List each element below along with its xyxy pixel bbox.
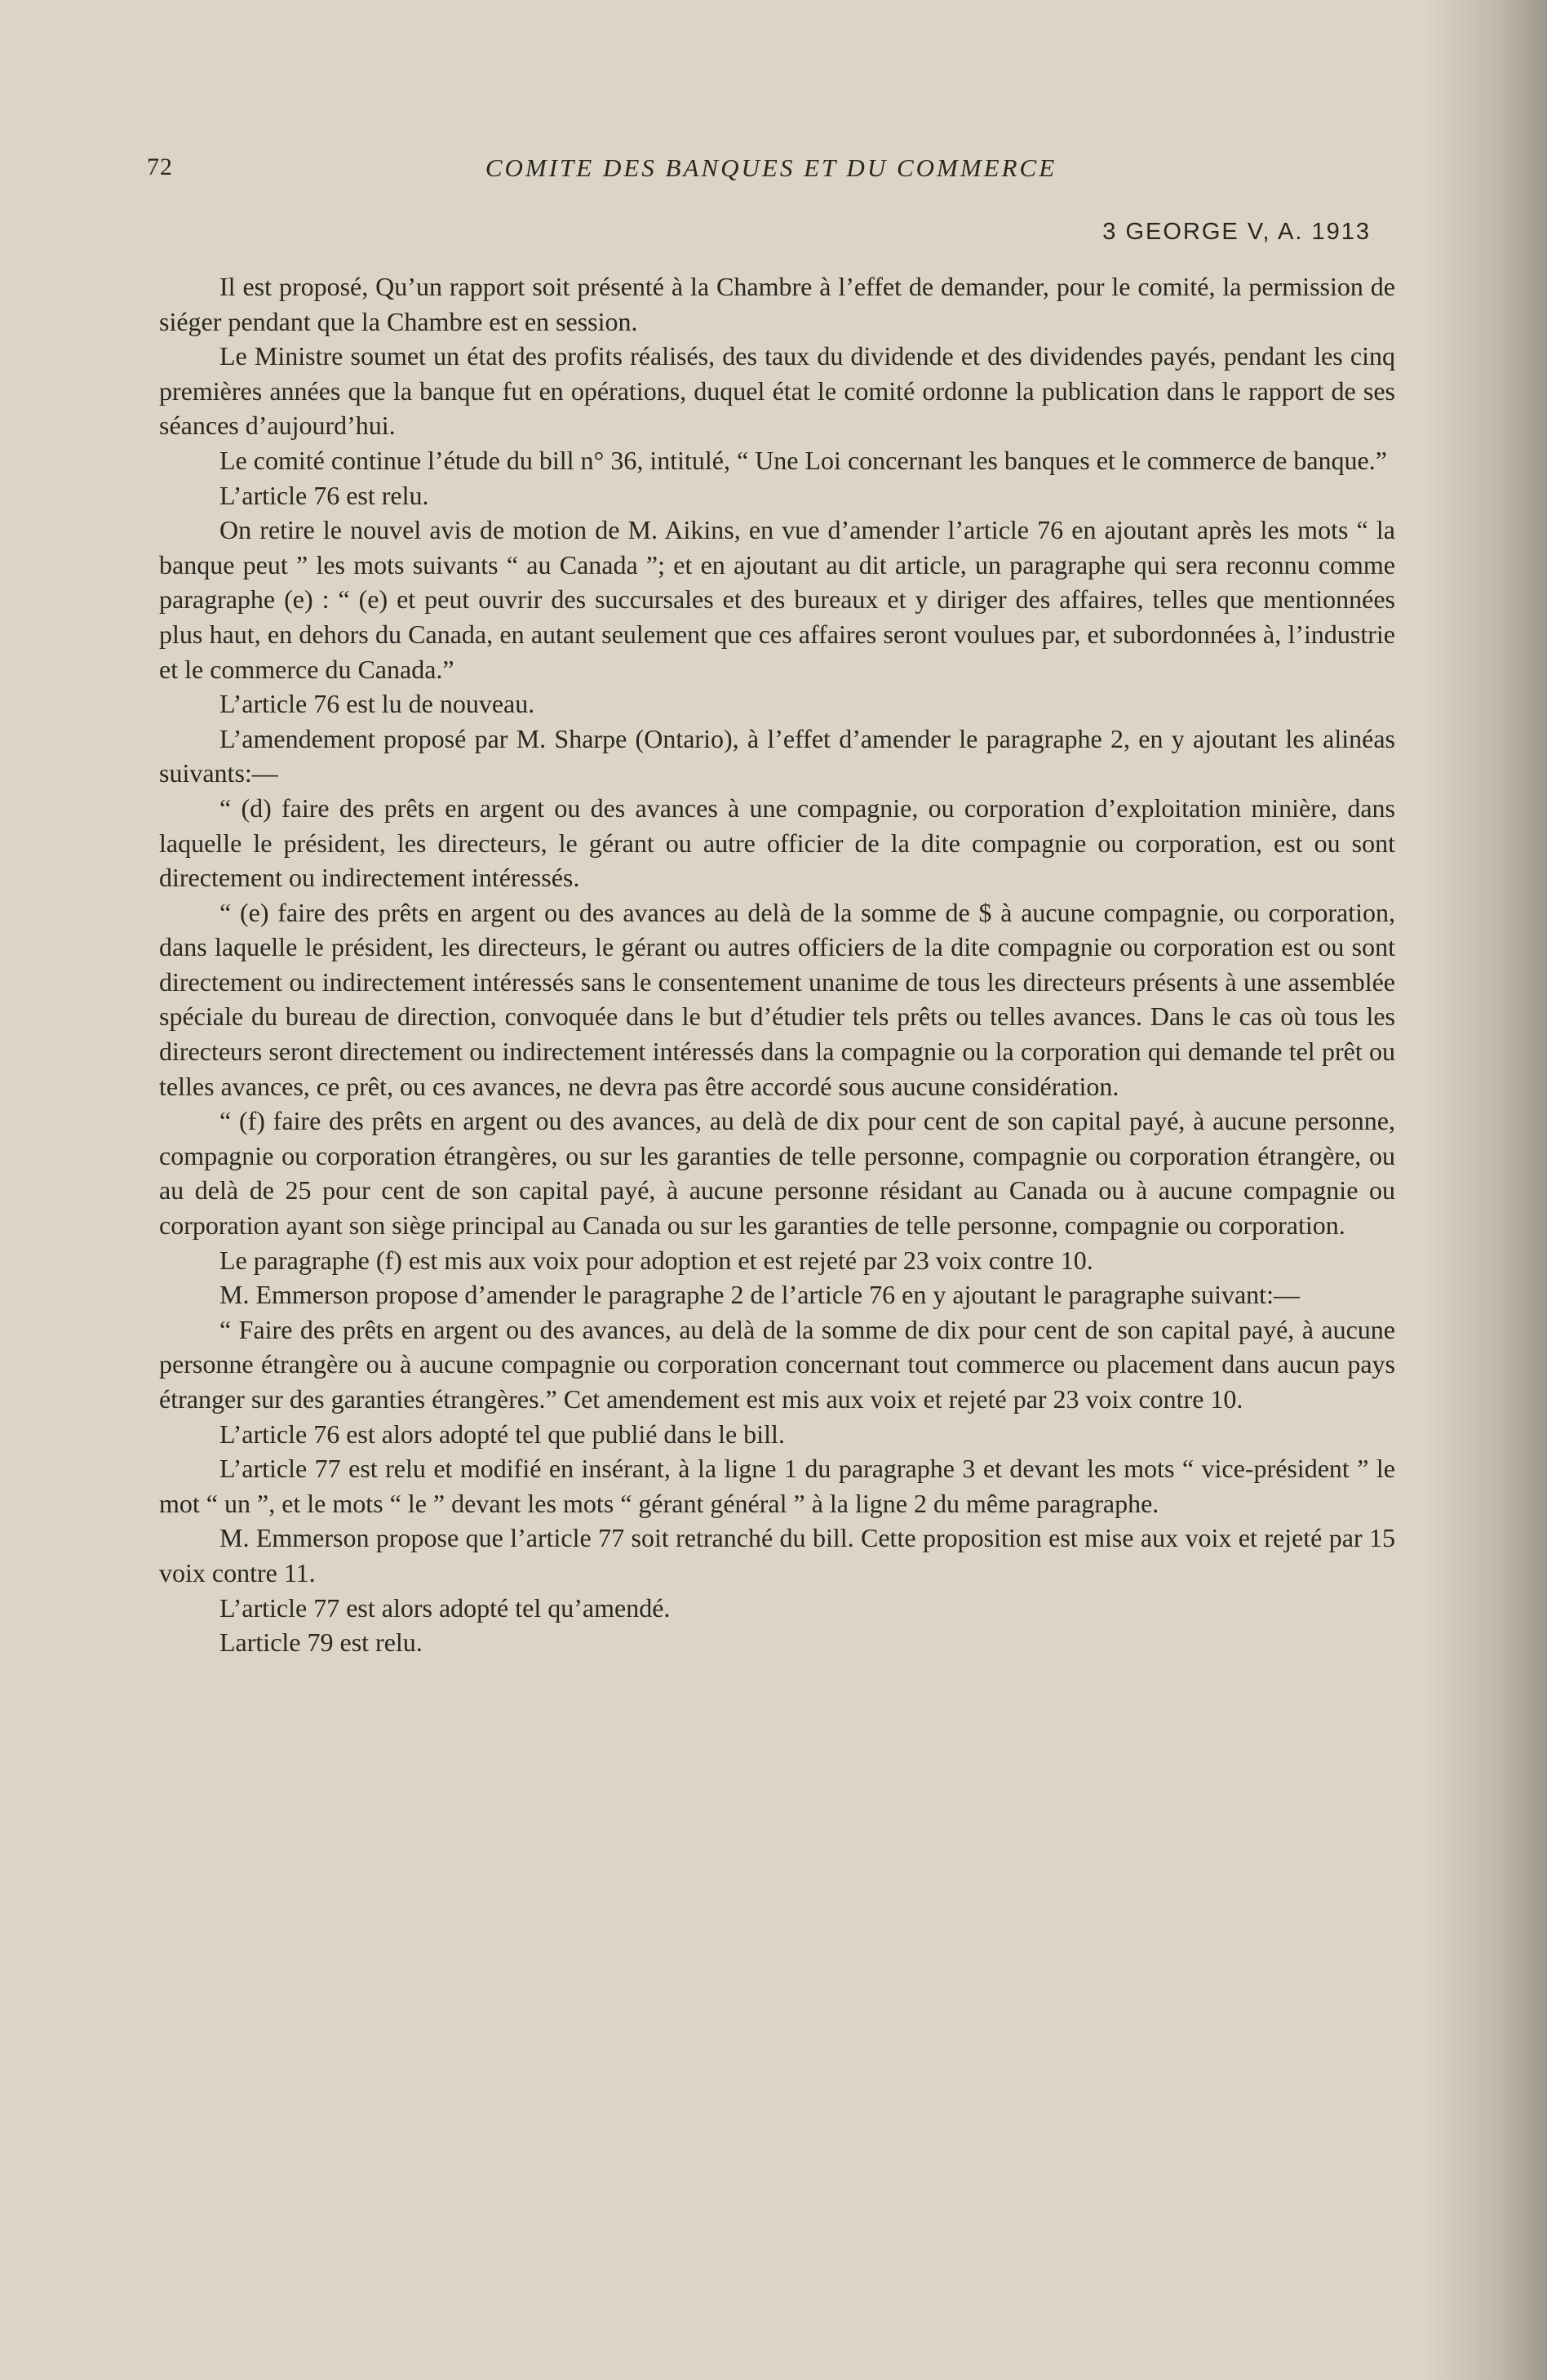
paragraph: Le paragraphe (f) est mis aux voix pour adoption et est rejeté par 23 voix contre 10. xyxy=(219,1245,1093,1275)
paragraph: L’amendement proposé par M. Sharpe (Ontario), à l’effet d’amender le paragraphe 2, en y ajoutant les alinéas suivants:— xyxy=(159,723,1395,788)
paragraph: M. Emmerson propose d’amender le paragraphe 2 de l’article 76 en y ajoutant le paragraphe suivant:— xyxy=(219,1280,1300,1310)
paragraph: L’article 77 est relu et modifié en insérant, à la ligne 1 du paragraphe 3 et devant les mots “ vice-président ” le mot “ un ”, et le mots “ le ” devant les mots “ gérant général ” à la ligne 2 du même paragraphe. xyxy=(159,1454,1395,1518)
page-number: 72 xyxy=(147,153,173,180)
paragraph: Larticle 79 est relu. xyxy=(219,1627,423,1658)
running-title: COMITE DES BANQUES ET DU COMMERCE xyxy=(485,153,1057,182)
paragraph: “ (e) faire des prêts en argent ou des avances au delà de la somme de $ à aucune compagnie, ou corporation, dans laquelle le président, les directeurs, le gérant ou autres officiers de la dite compagnie ou corporation est ou sont directement ou indirectement intéressés sans le consentement unanime de tous les directeurs présents à une assemblée spéciale du bureau de direction, convoquée dans le but d’étudier tels prêts ou telles avances. Dans le cas où tous les directeurs seront directement ou indirectement intéressés dans la compagnie ou la corporation qui demande tel prêt ou telles avances, ce prêt, ou ces avances, ne devra pas être accordé sous aucune considération. xyxy=(159,897,1395,1101)
page-header xyxy=(147,153,1395,194)
session-reference: 3 GEORGE V, A. 1913 xyxy=(1102,219,1371,245)
paragraph: “ (d) faire des prêts en argent ou des avances à une compagnie, ou corporation d’exploitation minière, dans laquelle le président, les directeurs, le gérant ou autre officier de la dite compagnie ou corporation, est ou sont directement ou indirectement intéressés. xyxy=(159,793,1395,893)
paragraph: L’article 76 est relu. xyxy=(219,480,429,510)
paragraph: L’article 77 est alors adopté tel qu’amendé. xyxy=(219,1592,671,1623)
body-text xyxy=(159,269,1395,1660)
paragraph: Il est proposé, Qu’un rapport soit présenté à la Chambre à l’effet de demander, pour le comité, la permission de siéger pendant que la Chambre est en session. xyxy=(159,272,1395,336)
paragraph: On retire le nouvel avis de motion de M. Aikins, en vue d’amender l’article 76 en ajoutant après les mots “ la banque peut ” les mots suivants “ au Canada ”; et en ajoutant au dit article, un paragraphe qui sera reconnu comme paragraphe (e) : “ (e) et peut ouvrir des succursales et des bureaux et y diriger des affaires, telles que mentionnées plus haut, en dehors du Canada, en autant seulement que ces affaires seront voulues par, et subordonnées à, l’industrie et le commerce du Canada.” xyxy=(159,515,1395,684)
paragraph: L’article 76 est alors adopté tel que publié dans le bill. xyxy=(219,1419,785,1449)
paragraph: Le Ministre soumet un état des profits réalisés, des taux du dividende et des dividendes payés, pendant les cinq premières années que la banque fut en opérations, duquel état le comité ordonne la publication dans le rapport de ses séances d’aujourd’hui. xyxy=(159,341,1395,441)
paragraph: L’article 76 est lu de nouveau. xyxy=(219,689,535,719)
paragraph: M. Emmerson propose que l’article 77 soit retranché du bill. Cette proposition est mise aux voix et rejeté par 15 voix contre 11. xyxy=(159,1523,1395,1587)
paragraph: “ Faire des prêts en argent ou des avances, au delà de la somme de dix pour cent de son capital payé, à aucune personne étrangère ou à aucune compagnie ou corporation concernant tout commerce ou placement dans aucun pays étranger sur des garanties étrangères.” Cet amendement est mis aux voix et rejeté par 23 voix contre 10. xyxy=(159,1314,1395,1414)
paragraph: Le comité continue l’étude du bill n° 36, intitulé, “ Une Loi concernant les banques et le commerce de banque.” xyxy=(219,445,1387,475)
paragraph: “ (f) faire des prêts en argent ou des avances, au delà de dix pour cent de son capital payé, à aucune personne, compagnie ou corporation étrangères, ou sur les garanties de telle personne, compagnie ou corporation étrangère, ou au delà de 25 pour cent de son capital payé, à aucune personne résidant au Canada ou à aucune compagnie ou corporation ayant son siège principal au Canada ou sur les garanties de telle personne, compagnie ou corporation. xyxy=(159,1106,1395,1241)
